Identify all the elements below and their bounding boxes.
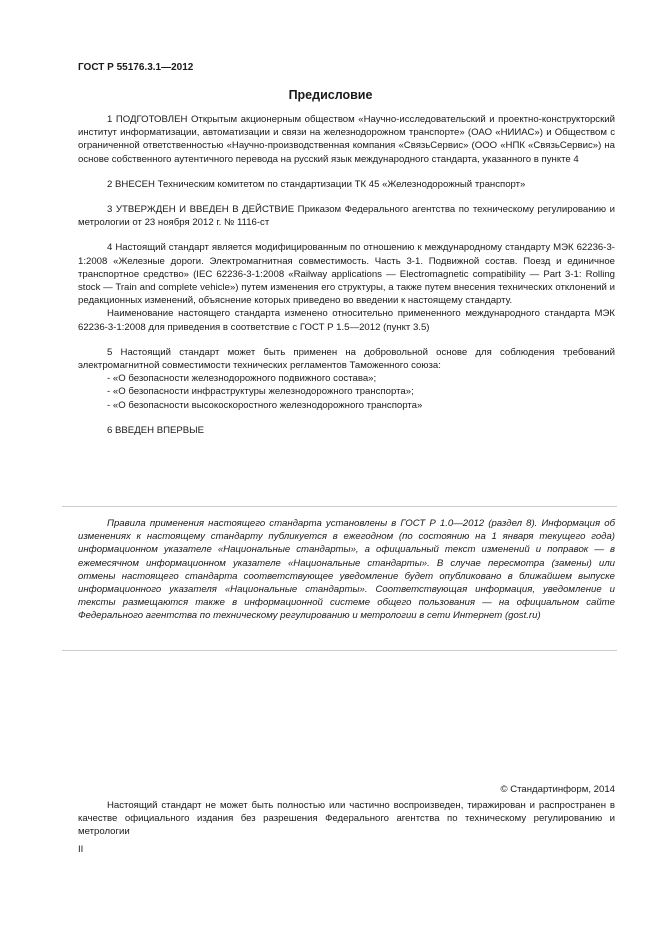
paragraph-4: 4 Настоящий стандарт является модифицированным по отношению к международному стандарту МЭК 62236-3-1:2008 «Железные дороги. Электромагнитная совместимость. Часть 3-1. Подвижной состав. Поезд и единичное транспортное средство» (IEC 62236-3-1:2008 «Railway applications — Electromagnetic compatibility — Part 3-1: Rolling stock — Train and complete vehicle») путем изменения его структуры, а также путем внесения технических отклонений и редакционных изменений, объяснение которых приведено во введении к настоящему стандарту.: [78, 242, 615, 307]
paragraph-1: 1 ПОДГОТОВЛЕН Открытым акционерным обществом «Научно-исследовательский и проектно-конструкторский институт информатизации, автоматизации и связи на железнодорожном транспорте» (ОАО «НИИАС») и Обществом с ограниченной ответственностью «Научно-производственная компания «СвязьСервис» (ООО «НПК «СвязьСервис») на основе собственного аутентичного перевода на русский язык международного стандарта, указанного в пункте 4: [78, 114, 615, 165]
paragraph-6: 6 ВВЕДЕН ВПЕРВЫЕ: [107, 424, 205, 436]
notice-text: Правила применения настоящего стандарта установлены в ГОСТ Р 1.0—2012 (раздел 8). Информация об изменениях к настоящему стандарту публикуется в ежегодном (по состоянию на 1 января текущего года) информационном указателе «Национальные стандарты», а официальный текст изменений и поправок — в ежемесячном информационном указателе «Национальные стандарты». В случае пересмотра (замены) или отмены настоящего стандарта соответствующее уведомление будет опубликовано в ближайшем выпуске информационного указателя «Национальные стандарты». Соответствующая информация, уведомление и тексты размещаются также в информационной системе общего пользования — на официальном сайте Федерального агентства по техническому регулированию и метрологии в сети Интернет (gost.ru): [78, 518, 615, 622]
reproduction-notice-block: [78, 799, 615, 839]
application-rules-notice: [78, 517, 615, 623]
paragraph-3: 3 УТВЕРЖДЕН И ВВЕДЕН В ДЕЙСТВИЕ Приказом Федерального агентства по техническому регулированию и метрологии от 23 ноября 2012 г. № 1116-ст: [78, 204, 615, 229]
paragraph-5: 5 Настоящий стандарт может быть применен на добровольной основе для соблюдения требований электромагнитной совместимости технических регламентов Таможенного союза:: [78, 346, 615, 372]
standard-code: ГОСТ Р 55176.3.1—2012: [78, 62, 194, 73]
copyright-line: © Стандартинформ, 2014: [500, 784, 615, 795]
list-item: - «О безопасности высокоскоростного железнодорожного транспорта»: [78, 399, 615, 412]
paragraph-4-continuation: Наименование настоящего стандарта изменено относительно примененного международного стандарта МЭК 62236-3-1:2008 для приведения в соответствие с ГОСТ Р 1.5—2012 (пункт 3.5): [78, 308, 615, 333]
paragraph-2: 2 ВНЕСЕН Техническим комитетом по стандартизации ТК 45 «Железнодорожный транспорт»: [107, 178, 526, 190]
list-item: - «О безопасности инфраструктуры железнодорожного транспорта»;: [78, 385, 615, 398]
top-divider: [62, 506, 617, 507]
bottom-divider: [62, 650, 617, 651]
page-number: II: [78, 844, 84, 855]
reproduction-notice: Настоящий стандарт не может быть полностью или частично воспроизведен, тиражирован и распространен в качестве официального издания без разрешения Федерального агентства по техническому регулированию и метрологии: [78, 800, 615, 838]
page-title: Предисловие: [288, 88, 373, 102]
preface-body: [78, 113, 615, 437]
list-item: - «О безопасности железнодорожного подвижного состава»;: [78, 372, 615, 385]
